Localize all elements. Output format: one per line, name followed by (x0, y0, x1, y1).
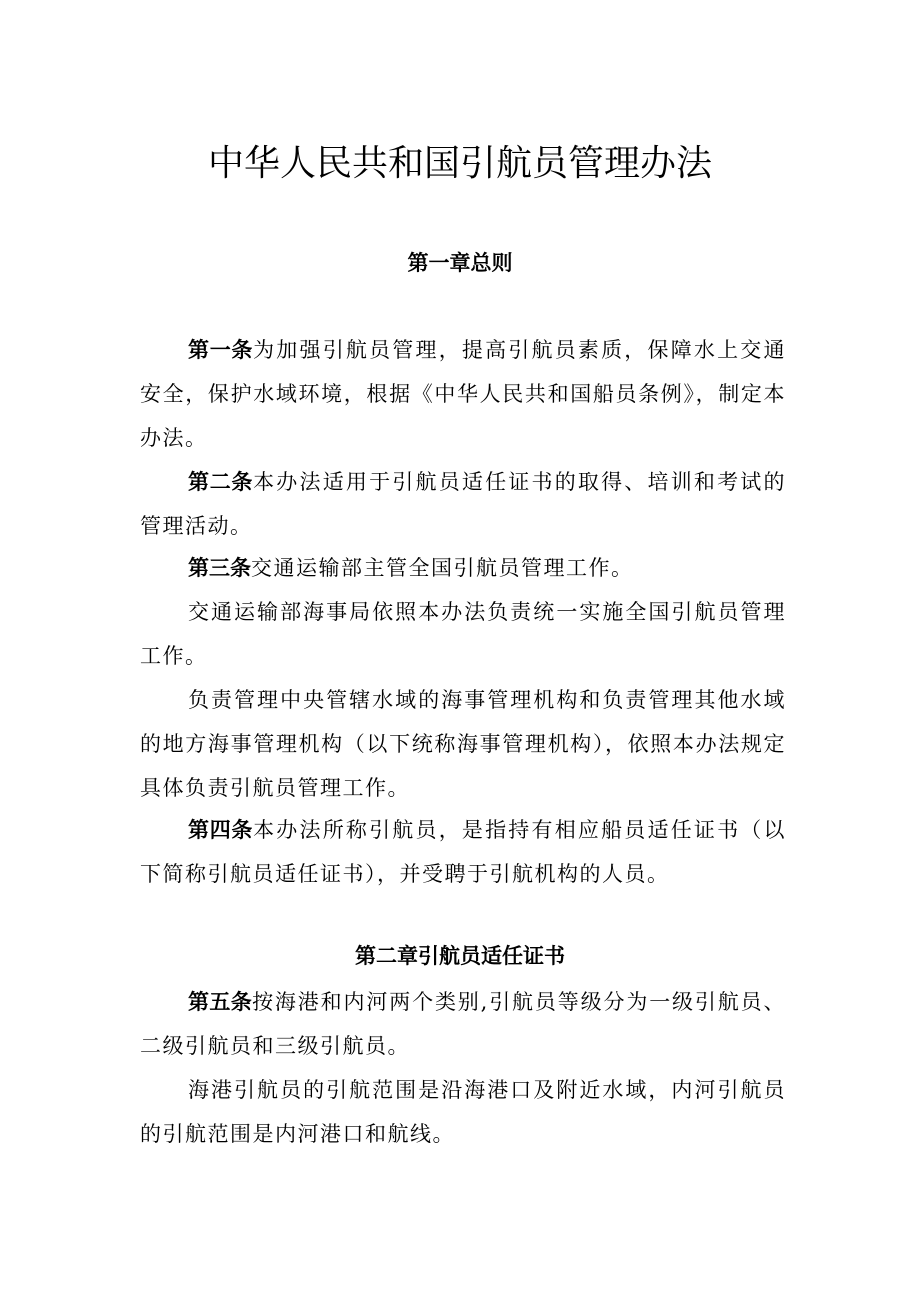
article-4-paragraph (140, 808, 786, 896)
chapter-2-heading: 第二章引航员适任证书 (355, 944, 565, 968)
article-2-paragraph (140, 460, 786, 548)
article-3-paragraph-3 (140, 678, 786, 810)
article-label: 第一条 (188, 338, 254, 362)
article-3-paragraph (140, 546, 786, 590)
article-text: 本办法适用于引航员适任证书的取得、培训和考试的管理活动。 (140, 470, 787, 538)
article-text: 按海港和内河两个类别,引航员等级分为一级引航员、二级引航员和三级引航员。 (140, 990, 786, 1058)
article-3-paragraph-2 (140, 590, 786, 678)
article-label: 第四条 (188, 818, 254, 842)
article-5-paragraph (140, 980, 786, 1068)
article-text: 为加强引航员管理，提高引航员素质，保障水上交通安全，保护水域环境，根据《中华人民共和国船员条例》，制定本办法。 (140, 338, 787, 450)
article-5-paragraph-2 (140, 1068, 786, 1156)
article-label: 第五条 (188, 990, 253, 1014)
article-1-paragraph (140, 328, 786, 460)
article-label: 第二条 (188, 470, 254, 494)
document-title: 中华人民共和国引航员管理办法 (207, 143, 712, 184)
article-text: 本办法所称引航员，是指持有相应船员适任证书（以下简称引航员适任证书），并受聘于引航机构的人员。 (140, 818, 787, 886)
chapter-1-heading: 第一章总则 (407, 251, 513, 275)
article-text: 海港引航员的引航范围是沿海港口及附近水域，内河引航员的引航范围是内河港口和航线。 (140, 1078, 786, 1146)
article-text: 交通运输部主管全国引航员管理工作。 (251, 556, 634, 580)
article-label: 第三条 (188, 556, 251, 580)
article-text: 交通运输部海事局依照本办法负责统一实施全国引航员管理工作。 (140, 600, 786, 668)
article-text: 负责管理中央管辖水域的海事管理机构和负责管理其他水域的地方海事管理机构（以下统称海事管理机构），依照本办法规定具体负责引航员管理工作。 (140, 688, 786, 800)
